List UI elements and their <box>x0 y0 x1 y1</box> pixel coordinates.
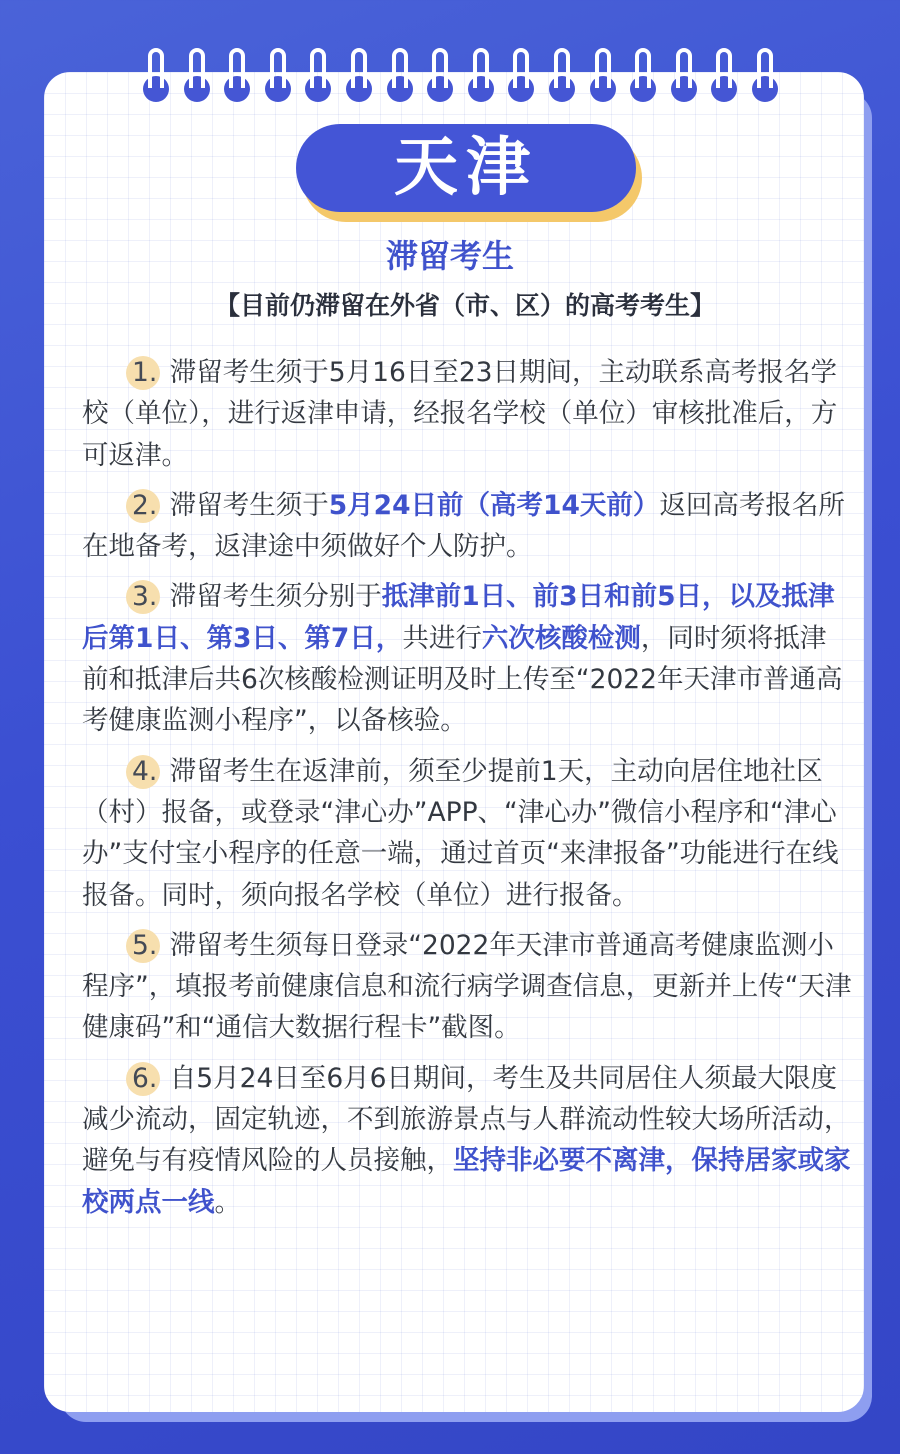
notice-item <box>82 485 852 568</box>
scope-note: 【目前仍滞留在外省（市、区）的高考考生】 <box>214 291 715 320</box>
item-text <box>82 1063 851 1218</box>
notice-item <box>82 1058 852 1223</box>
body-text: 。 <box>214 1186 241 1218</box>
body-text: 滞留考生须于5月16日至23日期间，主动联系高考报名学校（单位），进行返津申请，经报名学校（单位）审核批准后，方可返津。 <box>82 357 838 471</box>
body-text: 自5月24日至6月6日期间，考生及共同居住人须最大限度减少流动，固定轨迹，不到旅游景点与人群流动性较大场所活动，避免与有疫情风险的人员接触， <box>82 1062 851 1177</box>
notice-list <box>82 352 852 1232</box>
ring-wire <box>392 48 408 88</box>
binder-ring-icon <box>181 48 215 104</box>
ring-wire <box>757 48 773 88</box>
ring-wire <box>635 48 651 88</box>
item-number <box>82 751 161 792</box>
binder-rings <box>140 48 790 108</box>
body-text: 滞留考生须每日登录“2022年天津市普通高考健康监测小程序”，填报考前健康信息和流行病学调查信息，更新并上传“天津健康码”和“通信大数据行程卡”截图。 <box>82 929 852 1044</box>
section-subtitle: 滞留考生 <box>385 237 514 275</box>
binder-ring-icon <box>749 48 783 104</box>
item-text <box>82 581 843 736</box>
item-number-text: 1. <box>132 357 158 388</box>
ring-wire <box>513 48 529 88</box>
binder-ring-icon <box>140 48 174 104</box>
notice-item <box>82 576 852 741</box>
item-number <box>82 576 161 617</box>
item-text <box>82 930 851 1044</box>
highlight-text: 抵津前1日、前3日和前5日，以及抵津后第1日、第3日、第7日， <box>82 581 835 654</box>
page-title: 天津 <box>394 131 538 205</box>
item-number-text: 5. <box>132 929 158 961</box>
ring-wire <box>554 48 570 88</box>
ring-wire <box>310 48 326 88</box>
binder-ring-icon <box>262 48 296 104</box>
ring-wire <box>270 48 286 88</box>
notice-item <box>82 352 852 476</box>
ring-wire <box>148 48 164 88</box>
item-text <box>82 756 839 911</box>
binder-ring-icon <box>384 48 418 104</box>
body-text: ，同时须将抵津前和抵津后共6次核酸检测证明及时上传至“2022年天津市普通高考健康监测小程序”，以备核验。 <box>82 622 843 737</box>
ring-wire <box>229 48 245 88</box>
body-text: 滞留考生须分别于 <box>169 581 382 613</box>
item-text <box>82 357 837 471</box>
item-number <box>82 485 161 526</box>
binder-ring-icon <box>302 48 336 104</box>
binder-ring-icon <box>668 48 702 104</box>
body-text: 滞留考生在返津前，须至少提前1天，主动向居住地社区（村）报备，或登录“津心办”APP、“津心办”微信小程序和“津心办”支付宝小程序的任意一端，通过首页“来津报备”功能进行在线报备。同时，须向报名学校（单位）进行报备。 <box>82 755 839 911</box>
ring-wire <box>432 48 448 88</box>
title-badge <box>296 124 642 222</box>
item-number-text: 4. <box>132 755 158 787</box>
item-number <box>82 1058 161 1099</box>
ring-wire <box>351 48 367 88</box>
ring-wire <box>595 48 611 88</box>
title-pill <box>296 124 636 212</box>
binder-ring-icon <box>708 48 742 104</box>
item-number <box>82 352 161 393</box>
body-text: 滞留考生须于 <box>169 489 329 521</box>
ring-wire <box>473 48 489 88</box>
item-number <box>82 925 161 966</box>
item-number-text: 2. <box>132 489 158 521</box>
ring-wire <box>189 48 205 88</box>
ring-wire <box>676 48 692 88</box>
binder-ring-icon <box>221 48 255 104</box>
binder-ring-icon <box>587 48 621 104</box>
binder-ring-icon <box>505 48 539 104</box>
body-text: 共进行 <box>402 622 482 654</box>
highlight-text: 坚持非必要不离津，保持居家或家校两点一线 <box>82 1145 851 1218</box>
binder-ring-icon <box>465 48 499 104</box>
ring-wire <box>716 48 732 88</box>
item-number-text: 3. <box>132 581 158 613</box>
body-text: 返回高考报名所在地备考，返津途中须做好个人防护。 <box>82 489 845 563</box>
highlight-text: 六次核酸检测 <box>481 622 641 654</box>
notice-item <box>82 925 852 1049</box>
item-number-text: 6. <box>132 1062 158 1094</box>
binder-ring-icon <box>546 48 580 104</box>
binder-ring-icon <box>343 48 377 104</box>
binder-ring-icon <box>424 48 458 104</box>
binder-ring-icon <box>627 48 661 104</box>
notice-item <box>82 751 852 916</box>
highlight-text: 5月24日前（高考14天前） <box>328 489 660 521</box>
item-text <box>82 490 845 562</box>
